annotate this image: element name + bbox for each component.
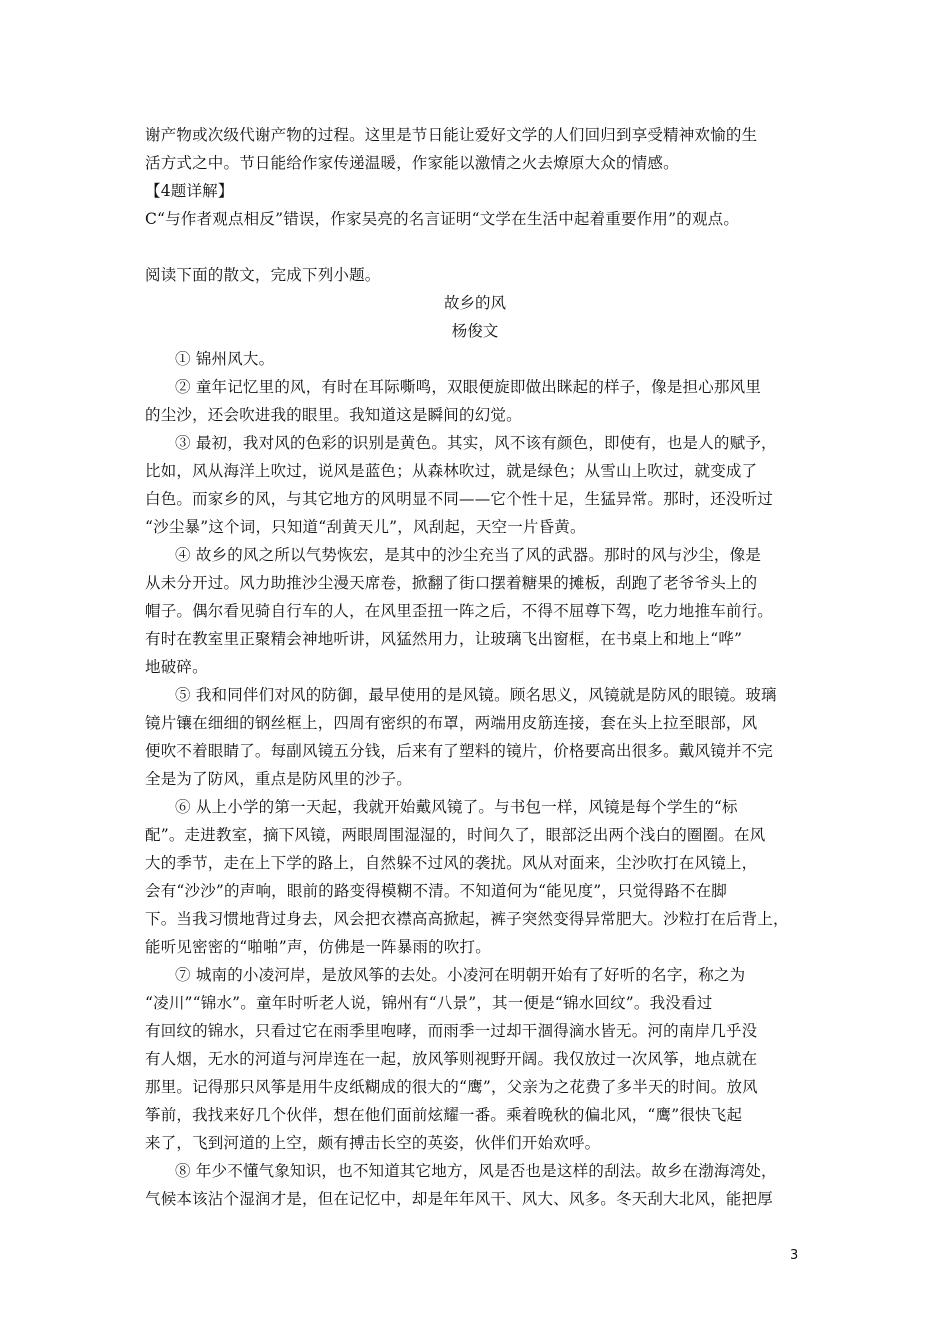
- paragraph-line: 下。当我习惯地背过身去，风会把衣襟高高掀起，裤子突然变得异常肥大。沙粒打在后背上，: [145, 910, 789, 928]
- paragraph-line: 有回纹的锦水，只看过它在雨季里咆哮，而雨季一过却干涸得滴水皆无。河的南岸几乎没: [145, 1022, 758, 1040]
- paragraph-line: 从未分开过。风力助推沙尘漫天席卷，掀翻了街口摆着糖果的摊板，刮跑了老爷爷头上的: [145, 574, 758, 592]
- paragraph-line: “沙尘暴”这个词，只知道“刮黄天儿”，风刮起，天空一片昏黄。: [145, 518, 586, 536]
- essay-title: 故乡的风: [443, 294, 506, 312]
- paragraph-line: 有人烟，无水的河道与河岸连在一起，放风筝则视野开阔。我仅放过一次风筝，地点就在: [145, 1050, 758, 1068]
- paragraph-line: 那里。记得那只风筝是用牛皮纸糊成的很大的“鹰”，父亲为之花费了多半天的时间。放风: [145, 1078, 758, 1096]
- page-number: 3: [790, 1248, 799, 1263]
- paragraph-line: 白色。而家乡的风，与其它地方的风明显不同——它个性十足，生猛异常。那时，还没听过: [145, 490, 774, 508]
- intro-line: 谢产物或次级代谢产物的过程。这里是节日能让爱好文学的人们回归到享受精神欢愉的生: [145, 126, 758, 144]
- paragraph-line: 比如，风从海洋上吹过，说风是蓝色；从森林吹过，就是绿色；从雪山上吹过，就变成了: [145, 462, 758, 480]
- intro-line: 活方式之中。节日能给作家传递温暖，作家能以激情之火去燎原大众的情感。: [145, 154, 679, 172]
- paragraph-line: 的尘沙，还会吹进我的眼里。我知道这是瞬间的幻觉。: [145, 406, 522, 424]
- paragraph-line: 筝前，我找来好几个伙伴，想在他们面前炫耀一番。乘着晚秋的偏北风，“鹰”很快飞起: [145, 1106, 743, 1124]
- paragraph-line: ⑧ 年少不懂气象知识，也不知道其它地方，风是否也是这样的刮法。故乡在渤海湾处，: [175, 1162, 777, 1180]
- answer-text: C“与作者观点相反”错误，作家吴亮的名言证明“文学在生活中起着重要作用”的观点。: [145, 210, 740, 228]
- paragraph-line: 镜片镶在细细的钢丝框上，四周有密织的布罩，两端用皮筋连接，套在头上拉至眼部，风: [145, 714, 758, 732]
- paragraph-line: 能听见密密的“啪啪”声，仿佛是一阵暴雨的吹打。: [145, 938, 491, 956]
- paragraph-line: 气候本该沾个湿润才是，但在记忆中，却是年年风干、风大、风多。冬天刮大北风，能把厚: [145, 1190, 774, 1208]
- paragraph-line: ⑦ 城南的小凌河岸，是放风筝的去处。小凌河在明朝开始有了好听的名字，称之为: [175, 966, 746, 984]
- reading-instruction: 阅读下面的散文，完成下列小题。: [145, 266, 381, 284]
- paragraph-line: “凌川”“锦水”。童年时听老人说，锦州有“八景”，其一便是“锦水回纹”。我没看过: [145, 994, 713, 1012]
- paragraph-line: 地破碎。: [145, 658, 208, 676]
- paragraph-line: 全是为了防风，重点是防风里的沙子。: [145, 770, 412, 788]
- answer-heading: 【4题详解】: [145, 182, 234, 200]
- paragraph-line: 便吹不着眼睛了。每副风镜五分钱，后来有了塑料的镜片，价格要高出很多。戴风镜并不完: [145, 742, 774, 760]
- paragraph-line: ④ 故乡的风之所以气势恢宏，是其中的沙尘充当了风的武器。那时的风与沙尘，像是: [175, 546, 762, 564]
- paragraph-line: 来了，飞到河道的上空，颇有搏击长空的英姿，伙伴们开始欢呼。: [145, 1134, 601, 1152]
- paragraph-line: ⑤ 我和同伴们对风的防御，最早使用的是风镜。顾名思义，风镜就是防风的眼镜。玻璃: [175, 686, 777, 704]
- paragraph-line: 配”。走进教室，摘下风镜，两眼周围湿湿的，时间久了，眼部泛出两个浅白的圈圈。在风: [145, 826, 766, 844]
- paragraph-line: ⑥ 从上小学的第一天起，我就开始戴风镜了。与书包一样，风镜是每个学生的“标: [175, 798, 738, 816]
- essay-author: 杨俊文: [451, 322, 499, 340]
- paragraph-line: ① 锦州风大。: [175, 350, 275, 368]
- paragraph-line: 大的季节，走在上下学的路上，自然躲不过风的袭扰。风从对面来，尘沙吹打在风镜上，: [145, 854, 758, 872]
- paragraph-line: 有时在教室里正聚精会神地听讲，风猛然用力，让玻璃飞出窗框，在书桌上和地上“哗”: [145, 630, 743, 648]
- paragraph-line: 会有“沙沙”的声响，眼前的路变得模糊不清。不知道何为“能见度”，只觉得路不在脚: [145, 882, 727, 900]
- paragraph-line: 帽子。偶尔看见骑自行车的人，在风里歪扭一阵之后，不得不屈尊下驾，吃力地推车前行。: [145, 602, 774, 620]
- paragraph-line: ③ 最初，我对风的色彩的识别是黄色。其实，风不该有颜色，即使有，也是人的赋予，: [175, 434, 777, 452]
- paragraph-line: ② 童年记忆里的风，有时在耳际嘶鸣，双眼便旋即做出眯起的样子，像是担心那风里: [175, 378, 762, 396]
